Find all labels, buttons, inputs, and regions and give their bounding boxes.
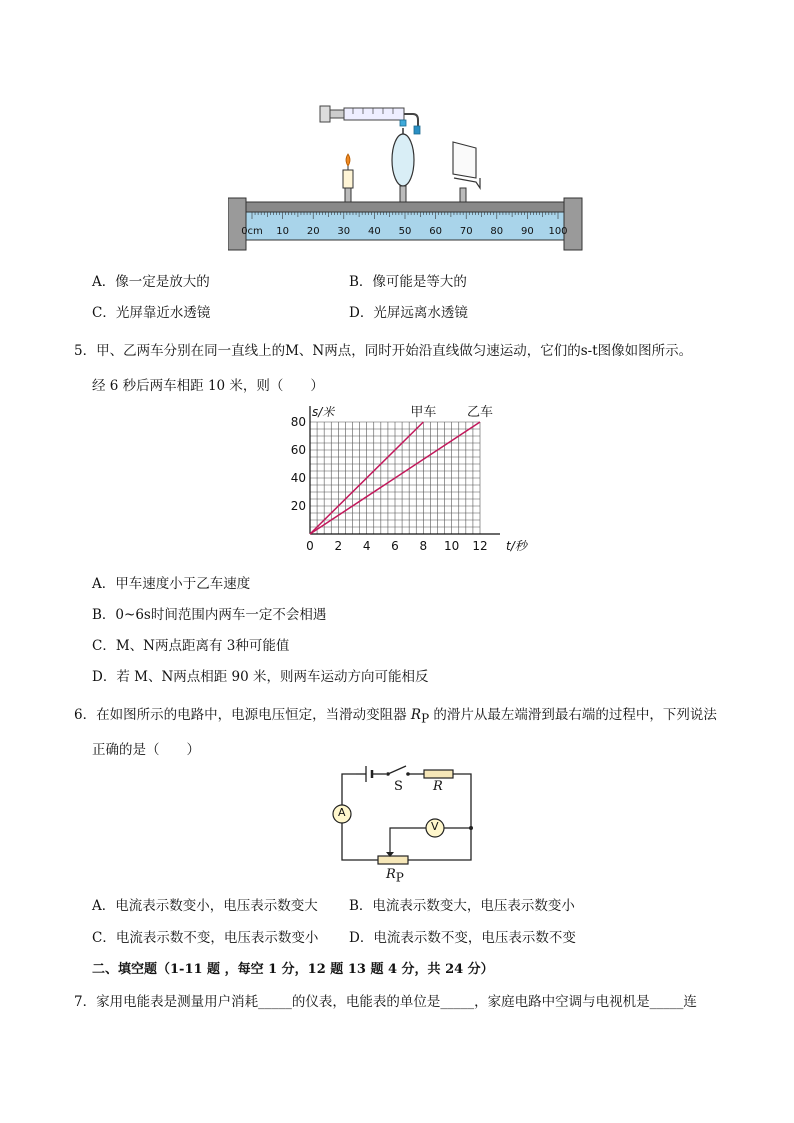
x-tick-label: 12 bbox=[472, 539, 488, 553]
q5-option-c[interactable]: C．M、N两点距离有 3种可能值 bbox=[92, 638, 290, 654]
syringe bbox=[320, 106, 420, 134]
s-t-chart bbox=[282, 398, 532, 560]
x-tick-label: 2 bbox=[334, 539, 343, 553]
bench-tick-label: 30 bbox=[337, 226, 351, 237]
candle bbox=[343, 154, 353, 204]
q5-stem-line2: 经 6 秒后两车相距 10 米，则（ ） bbox=[92, 378, 324, 394]
q5-stem-line1: 5．甲、乙两车分别在同一直线上的M、N两点，同时开始沿直线做匀速运动，它们的s-t图像如图所示。 bbox=[74, 343, 693, 359]
ammeter-label: A bbox=[338, 806, 346, 819]
optical-bench bbox=[228, 198, 582, 250]
rheostat-symbol bbox=[378, 856, 408, 864]
q6-stem-line1: 6．在如图所示的电路中，电源电压恒定，当滑动变阻器 $R_P$ 的滑片从最左端滑到最右端的过程中，下列说法 bbox=[74, 707, 717, 726]
resistor-label: R bbox=[433, 779, 443, 794]
y-axis-label: s/米 bbox=[312, 405, 335, 419]
q6-option-d[interactable]: D．电流表示数不变，电压表示数不变 bbox=[349, 930, 576, 946]
q6-option-c[interactable]: C．电流表示数不变，电压表示数变小 bbox=[92, 930, 319, 946]
bench-tick-label: 0cm bbox=[241, 226, 263, 237]
q4-option-c[interactable]: C．光屏靠近水透镜 bbox=[92, 305, 211, 321]
q4-option-b[interactable]: B．像可能是等大的 bbox=[349, 274, 467, 290]
q4-option-d[interactable]: D．光屏远离水透镜 bbox=[349, 305, 468, 321]
q5-option-d[interactable]: D．若 M、N两点相距 90 米，则两车运动方向可能相反 bbox=[92, 669, 429, 685]
q4-option-a[interactable]: A．像一定是放大的 bbox=[92, 274, 210, 290]
y-tick-label: 60 bbox=[290, 443, 306, 457]
y-tick-label: 20 bbox=[290, 499, 306, 513]
x-axis-label: t/秒 bbox=[506, 539, 527, 553]
series-label-1: 甲车 bbox=[410, 405, 437, 420]
q5-option-a[interactable]: A．甲车速度小于乙车速度 bbox=[92, 576, 251, 592]
resistor-symbol bbox=[424, 770, 453, 778]
q7-stem-line1: 7．家用电能表是测量用户消耗_____的仪表，电能表的单位是_____，家庭电路中空调与电视机是_____连 bbox=[74, 994, 697, 1010]
q6-option-a[interactable]: A．电流表示数变小，电压表示数变大 bbox=[92, 898, 318, 914]
bench-tick-label: 90 bbox=[521, 226, 534, 237]
bench-tick-label: 100 bbox=[548, 226, 568, 237]
q6-option-b[interactable]: B．电流表示数变大，电压表示数变小 bbox=[349, 898, 575, 914]
x-tick-label: 4 bbox=[362, 539, 371, 553]
optical-bench-figure bbox=[228, 98, 584, 258]
q6-stem-line2: 正确的是（ ） bbox=[92, 742, 200, 758]
x-tick-label: 0 bbox=[306, 539, 314, 553]
switch-symbol bbox=[386, 766, 424, 776]
bench-tick-label: 40 bbox=[368, 226, 381, 237]
rheostat-label: $R_P$ bbox=[386, 867, 404, 885]
x-tick-label: 10 bbox=[444, 539, 460, 553]
switch-label: S bbox=[394, 779, 403, 794]
light-screen bbox=[453, 142, 480, 204]
y-tick-label: 80 bbox=[290, 415, 306, 429]
q5-option-b[interactable]: B．0~6s时间范围内两车一定不会相遇 bbox=[92, 607, 327, 623]
bench-tick-label: 80 bbox=[490, 226, 504, 237]
x-tick-label: 8 bbox=[419, 539, 428, 553]
series-label-2: 乙车 bbox=[466, 405, 494, 420]
y-tick-label: 40 bbox=[290, 471, 306, 485]
water-lens bbox=[392, 128, 414, 204]
bench-tick-label: 50 bbox=[398, 226, 412, 237]
section-heading-fill-in: 二、填空题（1-11 题 ，每空 1 分，12 题 13 题 4 分，共 24 分） bbox=[92, 962, 494, 977]
bench-tick-label: 60 bbox=[429, 226, 442, 237]
battery-symbol bbox=[356, 766, 386, 782]
voltmeter-label: V bbox=[431, 820, 439, 833]
bench-tick-label: 20 bbox=[306, 226, 320, 237]
bench-tick-label: 70 bbox=[459, 226, 473, 237]
x-tick-label: 6 bbox=[391, 539, 399, 553]
bench-tick-label: 10 bbox=[276, 226, 289, 237]
